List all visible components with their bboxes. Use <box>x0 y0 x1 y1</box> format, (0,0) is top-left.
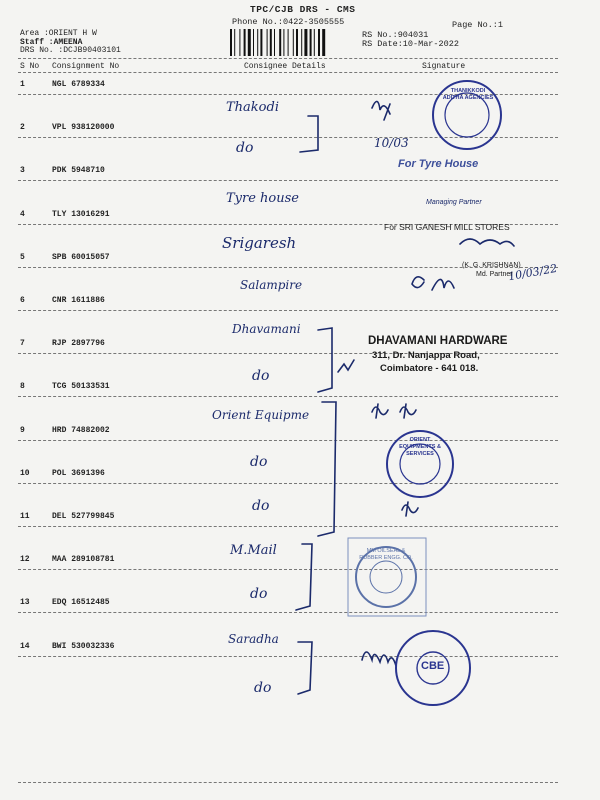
col-sno: S No <box>20 62 40 71</box>
rubber-stamp-text: MM OILSEAL & RUBBER ENGG. CO. <box>359 548 413 561</box>
sri-ganesh-stamp: For SRI GANESH MILL STORES <box>384 222 510 232</box>
row-number: 12 <box>20 555 30 564</box>
handwritten-consignee: Tyre house <box>226 191 299 206</box>
row-number: 11 <box>20 512 30 521</box>
handwritten-ditto: do <box>252 368 270 384</box>
handwritten-consignee: M.Mail <box>230 543 277 558</box>
row-number: 4 <box>20 210 25 219</box>
consignment-number: BWI 530032336 <box>52 642 115 651</box>
row-number: 9 <box>20 426 25 435</box>
row-number: 2 <box>20 123 25 132</box>
consignment-number: MAA 289108781 <box>52 555 115 564</box>
md-partner-label: Md. Partner <box>476 271 513 278</box>
area-label: Area :ORIENT H W <box>20 29 97 38</box>
cbe-stamp-label: CBE <box>421 660 445 672</box>
consignment-number: EDQ 16512485 <box>52 598 110 607</box>
initial-mark <box>400 404 416 418</box>
phone-number: Phone No.:0422-3505555 <box>232 17 345 27</box>
consignment-number: POL 3691396 <box>52 469 105 478</box>
handwritten-date: 10/03/22 <box>507 261 559 284</box>
handwritten-consignee: Dhavamani <box>232 322 301 336</box>
page-number: Page No.:1 <box>452 20 504 30</box>
staff-label: Staff :AMEENA <box>20 38 83 47</box>
consignment-number: CNR 1611886 <box>52 296 105 305</box>
consignment-number: NGL 6789334 <box>52 80 105 89</box>
rs-date: RS Date:10-Mar-2022 <box>362 39 459 49</box>
col-consignment: Consignment No <box>52 62 120 71</box>
bracket-mark <box>296 544 312 610</box>
bracket-mark <box>318 328 332 392</box>
signature-mark <box>362 652 396 666</box>
document-title: TPC/CJB DRS - CMS <box>250 4 356 15</box>
handwritten-ditto: do <box>250 454 268 470</box>
signature-mark <box>460 239 514 246</box>
handwritten-consignee: Thakodi <box>226 100 279 115</box>
col-signature: Signature <box>422 62 466 71</box>
handwritten-date: 10/03 <box>374 136 409 150</box>
handwritten-consignee: Orient Equipme <box>212 408 310 422</box>
col-consignee: Consignee Details <box>244 62 326 71</box>
drs-number: DRS No. :DCJB90403101 <box>20 46 121 55</box>
consignment-number: DEL 527799845 <box>52 512 115 521</box>
orient-stamp-text: ORIENT EQUIPMENTS & SERVICES <box>399 437 441 457</box>
handwritten-consignee: Salampire <box>240 278 303 292</box>
row-number: 1 <box>20 80 25 89</box>
row-number: 10 <box>20 469 30 478</box>
dhavamani-stamp-name: DHAVAMANI HARDWARE <box>368 335 508 347</box>
divider <box>18 782 558 783</box>
row-number: 7 <box>20 339 25 348</box>
row-number: 13 <box>20 598 30 607</box>
handwritten-consignee: Saradha <box>228 632 279 646</box>
consignment-number: PDK 5948710 <box>52 166 105 175</box>
consignment-number: VPL 938120000 <box>52 123 115 132</box>
row-number: 5 <box>20 253 25 262</box>
partner-label: Managing Partner <box>426 199 482 206</box>
row-number: 8 <box>20 382 25 391</box>
handwritten-ditto: do <box>252 498 270 514</box>
bracket-mark <box>318 402 336 536</box>
thanikodi-stamp-text: THANIKKODI ADITHA AGENCIES <box>442 88 494 101</box>
consignment-number: RJP 2897796 <box>52 339 105 348</box>
bracket-mark <box>298 642 312 694</box>
initial-mark <box>402 502 418 516</box>
initial-mark <box>372 404 388 418</box>
dhavamani-stamp-address: 311, Dr. Nanjappa Road, <box>372 350 480 361</box>
handwritten-consignee: Srigaresh <box>222 234 297 252</box>
tick-mark <box>338 360 354 372</box>
consignment-number: TCG 50133531 <box>52 382 110 391</box>
row-number: 3 <box>20 166 25 175</box>
consignment-number: TLY 13016291 <box>52 210 110 219</box>
consignment-number: HRD 74882002 <box>52 426 110 435</box>
row-number: 6 <box>20 296 25 305</box>
handwritten-ditto: do <box>254 680 272 696</box>
dhavamani-stamp-city: Coimbatore - 641 018. <box>380 363 479 374</box>
row-number: 14 <box>20 642 30 651</box>
bracket-mark <box>300 116 318 152</box>
handwritten-ditto: do <box>250 586 268 602</box>
krishnan-label: (K. G. KRISHNAN) <box>462 262 521 269</box>
consignment-number: SPB 60015057 <box>52 253 110 262</box>
rs-number: RS No.:904031 <box>362 30 429 40</box>
signature-mark <box>372 101 390 120</box>
handwritten-ditto: do <box>236 140 254 156</box>
signature-mark <box>412 277 454 290</box>
tyre-house-stamp: For Tyre House <box>398 158 479 170</box>
